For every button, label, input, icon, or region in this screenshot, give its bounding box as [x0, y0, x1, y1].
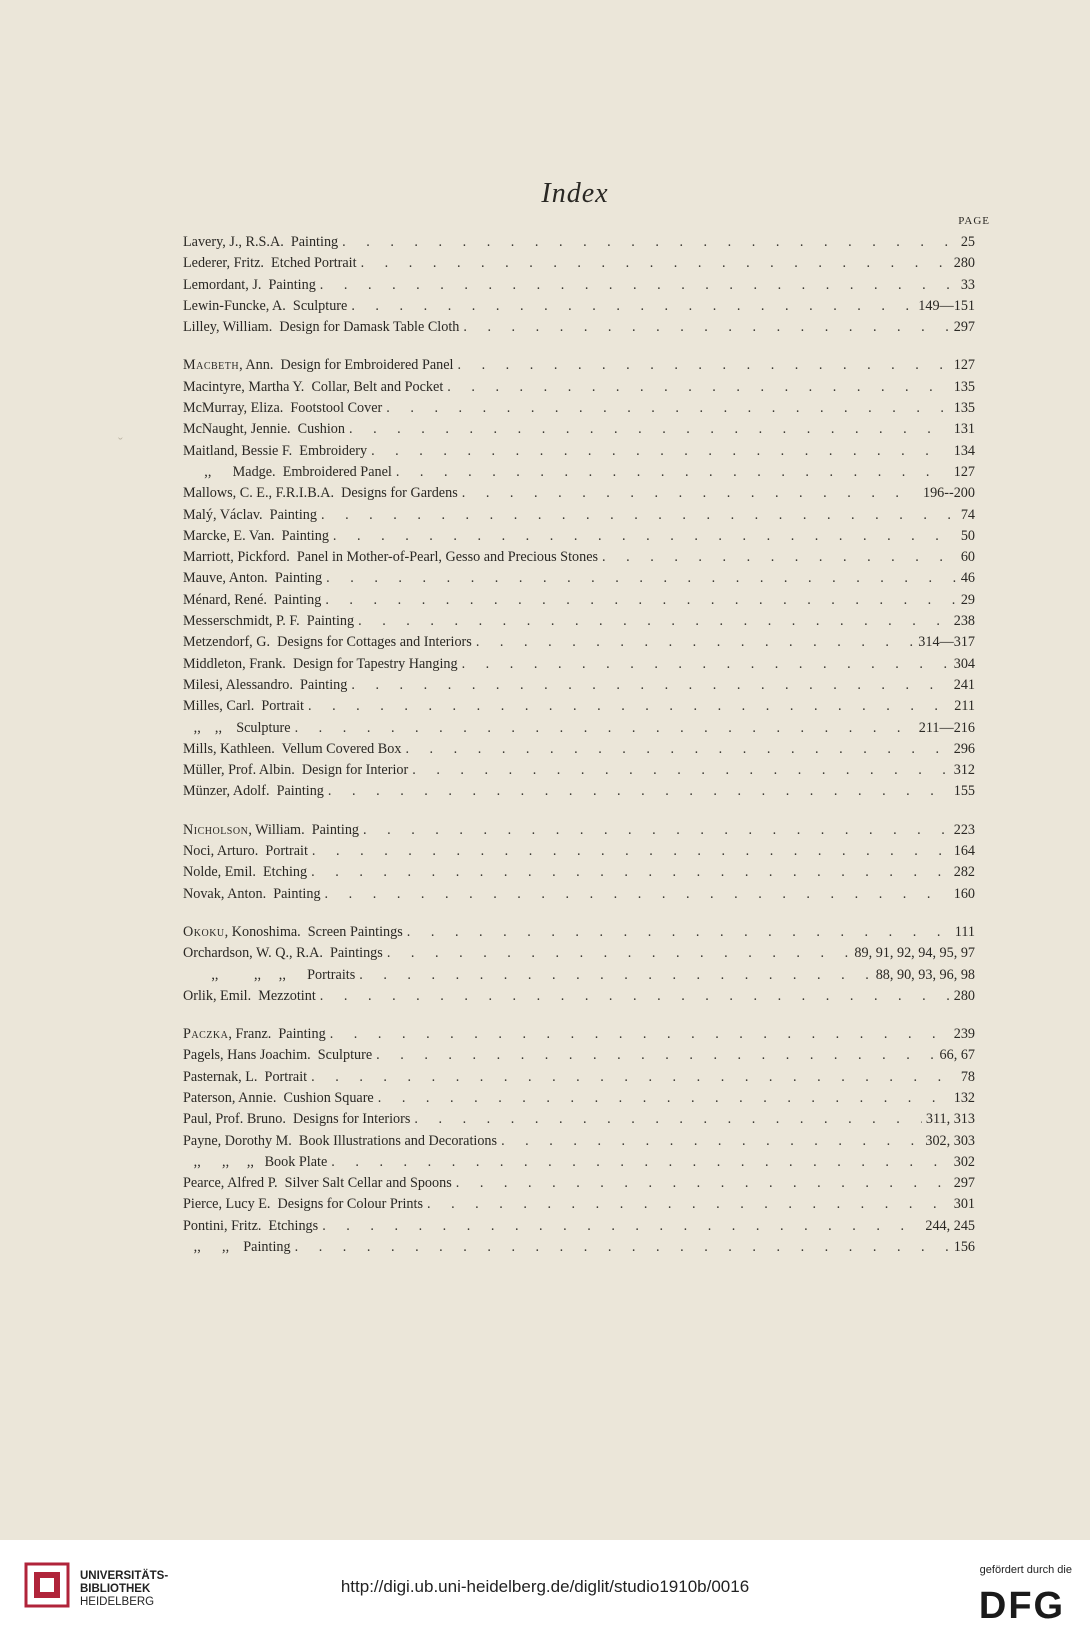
index-entry [183, 1024, 975, 1045]
entry-pages: 238 [953, 613, 975, 630]
index-entry [183, 232, 975, 253]
dot-leader [412, 760, 950, 781]
entry-name [183, 547, 598, 568]
index-entry [183, 841, 975, 862]
dot-leader [311, 862, 950, 883]
dot-leader [427, 1194, 950, 1215]
index-entry [183, 462, 975, 483]
entry-text: , William. Painting [248, 821, 360, 838]
entry-pages: 239 [953, 1026, 975, 1043]
dot-leader [331, 1152, 949, 1173]
entry-pages: 33 [960, 276, 975, 293]
entry-text: Paul, Prof. Bruno. Designs for Interiors [183, 1111, 411, 1128]
entry-pages: 296 [953, 740, 975, 757]
dot-leader [322, 1216, 921, 1237]
entry-name [183, 654, 458, 675]
index-entry [183, 590, 975, 611]
entry-pages: 25 [960, 234, 975, 250]
index-entry [183, 1152, 975, 1173]
dot-leader [463, 317, 949, 338]
dot-leader [330, 1024, 950, 1045]
entry-text: Messerschmidt, P. F. Painting [183, 613, 355, 630]
page-title: Index [541, 178, 609, 209]
index-entry [183, 317, 975, 338]
entry-text: McNaught, Jennie. Cushion [183, 421, 345, 438]
index-entry [183, 275, 975, 296]
dot-leader [414, 1109, 921, 1130]
permalink[interactable]: http://digi.ub.uni-heidelberg.de/diglit/studio1910b/0016 [340, 1577, 750, 1596]
entry-pages: 297 [953, 319, 975, 336]
entry-name [183, 611, 354, 632]
entry-text: Mallows, C. E., F.R.I.B.A. Designs for Gardens [183, 485, 458, 502]
entry-text: Marriott, Pickford. Panel in Mother-of-Pearl, Gesso and Precious Stones [183, 549, 599, 566]
entry-name [183, 441, 367, 462]
dot-leader [405, 739, 949, 760]
entry-surname-smallcaps: Paczka [183, 1026, 229, 1043]
entry-name [183, 505, 317, 526]
entry-name [183, 862, 307, 883]
dot-leader [328, 781, 950, 802]
entry-name [183, 317, 459, 338]
entry-name [183, 568, 322, 589]
entry-name [183, 296, 347, 317]
index-entry [183, 654, 975, 675]
entry-text: Paterson, Annie. Cushion Square [183, 1089, 374, 1106]
entry-name [183, 1194, 423, 1215]
entry-pages: 301 [953, 1196, 975, 1213]
entry-pages: 66, 67 [939, 1047, 975, 1064]
entry-text: Marcke, E. Van. Painting [183, 527, 329, 544]
entry-pages: 241 [953, 676, 975, 693]
entry-text: Novak, Anton. Painting [183, 885, 321, 902]
index-entry [183, 675, 975, 696]
entry-name [183, 1173, 452, 1194]
dot-leader [326, 568, 957, 589]
index-group [183, 232, 975, 338]
entry-text: Pagels, Hans Joachim. Sculpture [183, 1047, 373, 1064]
dot-leader [378, 1088, 950, 1109]
entry-text: Orlik, Emil. Mezzotint [183, 987, 316, 1004]
entry-text: ,, ,, Painting [183, 1239, 291, 1256]
entry-pages: 132 [953, 1089, 975, 1106]
entry-name [183, 483, 458, 504]
dot-leader [476, 632, 914, 653]
index-entry [183, 820, 975, 841]
entry-text: Lavery, J., R.S.A. Painting [183, 234, 339, 250]
entry-text: Lederer, Fritz. Etched Portrait [183, 255, 357, 272]
index-entry [183, 965, 975, 986]
entry-name [183, 462, 392, 483]
index-group [183, 1024, 975, 1258]
dot-leader [501, 1131, 921, 1152]
index-entry [183, 760, 975, 781]
dot-leader [359, 965, 871, 986]
index-entry [183, 1088, 975, 1109]
index-entry [183, 483, 975, 504]
index-entry [183, 696, 975, 717]
entry-text: ,, ,, ,, Portraits [183, 966, 356, 983]
entry-name [183, 1109, 410, 1130]
entry-text: , Konoshima. Screen Paintings [224, 923, 403, 940]
entry-text: Mauve, Anton. Painting [183, 570, 323, 587]
entry-text: Müller, Prof. Albin. Design for Interior [183, 762, 409, 779]
index-entry [183, 1237, 975, 1258]
entry-text: Münzer, Adolf. Painting [183, 783, 324, 800]
index-entry [183, 986, 975, 1007]
entry-text: Pasternak, L. Portrait [183, 1068, 308, 1085]
index-entry [183, 441, 975, 462]
entry-name [183, 1067, 307, 1088]
digitization-footer [0, 1540, 1090, 1636]
dot-leader [462, 654, 950, 675]
dot-leader [325, 884, 950, 905]
entry-name [183, 1152, 327, 1173]
index-entry [183, 718, 975, 739]
dot-leader [462, 483, 919, 504]
library-name-line: HEIDELBERG [80, 1596, 155, 1608]
entry-name [183, 943, 383, 964]
entry-name [183, 1088, 374, 1109]
entry-pages: 60 [960, 549, 975, 566]
entry-surname-smallcaps: Macbeth [183, 357, 240, 374]
entry-name [183, 1045, 372, 1066]
entry-text: Lemordant, J. Painting [183, 276, 316, 293]
dot-leader [447, 377, 949, 398]
entry-pages: 302, 303 [925, 1132, 975, 1149]
dot-leader [396, 462, 950, 483]
entry-pages: 164 [953, 843, 975, 860]
funding-note: gefördert durch die [979, 1564, 1072, 1576]
entry-text: Middleton, Frank. Design for Tapestry Hanging [183, 655, 458, 672]
entry-name [183, 253, 357, 274]
entry-name [183, 1216, 318, 1237]
dot-leader [376, 1045, 935, 1066]
index-entry [183, 739, 975, 760]
dot-leader [358, 611, 950, 632]
library-name-line: UNIVERSITÄTS- [80, 1570, 169, 1582]
dot-leader [351, 296, 914, 317]
index-entry [183, 632, 975, 653]
entry-pages: 111 [954, 923, 975, 940]
entry-name [183, 1024, 326, 1045]
entry-name [183, 1237, 291, 1258]
entry-name [183, 377, 443, 398]
entry-pages: 88, 90, 93, 96, 98 [875, 966, 975, 983]
entry-text: Malý, Václav. Painting [183, 506, 317, 523]
entry-pages: 314—317 [918, 634, 975, 651]
entry-text: Nolde, Emil. Etching [183, 864, 308, 881]
dot-leader [363, 820, 950, 841]
entry-text: ,, Madge. Embroidered Panel [183, 463, 392, 480]
entry-name [183, 986, 316, 1007]
dot-leader [371, 441, 950, 462]
index-entry [183, 253, 975, 274]
entry-name [183, 398, 382, 419]
entry-text: Payne, Dorothy M. Book Illustrations and Decorations [183, 1132, 498, 1149]
index-entry [183, 505, 975, 526]
entry-pages: 160 [953, 885, 975, 902]
entry-pages: 211 [954, 698, 975, 715]
entry-text: Maitland, Bessie F. Embroidery [183, 442, 368, 459]
entry-name [183, 922, 403, 943]
dot-leader [342, 232, 957, 253]
index-entry [183, 296, 975, 317]
index-entry [183, 355, 975, 376]
entry-name [183, 965, 355, 986]
index-group [183, 922, 975, 1007]
entry-text: ,, ,, Sculpture [183, 719, 291, 736]
entry-pages: 46 [960, 570, 975, 587]
dot-leader [295, 1237, 950, 1258]
entry-pages: 211—216 [918, 719, 975, 736]
entry-name [183, 820, 359, 841]
entry-name [183, 526, 329, 547]
index-entry [183, 862, 975, 883]
entry-name [183, 760, 408, 781]
entry-pages: 89, 91, 92, 94, 95, 97 [854, 945, 975, 962]
dot-leader [333, 526, 957, 547]
entry-name [183, 275, 316, 296]
entry-name [183, 841, 308, 862]
entry-pages: 155 [953, 783, 975, 800]
entry-surname-smallcaps: Nicholson [183, 821, 249, 838]
entry-text: Pierce, Lucy E. Designs for Colour Prints [183, 1196, 423, 1213]
page-column-heading: PAGE [958, 215, 990, 227]
index-entry [183, 884, 975, 905]
entry-name [183, 696, 304, 717]
index-entry [183, 547, 975, 568]
entry-text: Mills, Kathleen. Vellum Covered Box [183, 740, 402, 757]
dot-leader [321, 505, 957, 526]
entry-pages: 196--200 [922, 485, 975, 502]
index-entry [183, 419, 975, 440]
entry-name [183, 232, 338, 253]
dfg-logo-icon [970, 1584, 1074, 1624]
index-entry [183, 1045, 975, 1066]
entry-name [183, 1131, 497, 1152]
entry-name [183, 355, 453, 376]
entry-surname-smallcaps: Okoku [183, 923, 225, 940]
entry-name [183, 632, 472, 653]
dot-leader [308, 696, 950, 717]
entry-text: Metzendorf, G. Designs for Cottages and Interiors [183, 634, 472, 651]
entry-pages: 78 [960, 1068, 975, 1085]
entry-text: Macintyre, Martha Y. Collar, Belt and Pocket [183, 378, 444, 395]
dot-leader [312, 841, 950, 862]
entry-text: Lilley, William. Design for Damask Table Cloth [183, 319, 460, 336]
entry-name [183, 718, 291, 739]
index-entry [183, 568, 975, 589]
entry-name [183, 675, 347, 696]
dot-leader [351, 675, 949, 696]
entry-pages: 282 [953, 864, 975, 881]
dot-leader [407, 922, 951, 943]
entry-text: Milles, Carl. Portrait [183, 698, 304, 715]
dfg-logo-text: DFG [978, 1585, 1066, 1624]
index-entry [183, 943, 975, 964]
entry-pages: 311, 313 [925, 1111, 975, 1128]
entry-pages: 134 [953, 442, 975, 459]
dot-leader [320, 986, 950, 1007]
dot-leader [387, 943, 851, 964]
entry-text: Lewin-Funcke, A. Sculpture [183, 297, 348, 314]
dot-leader [386, 398, 949, 419]
index-list [183, 232, 975, 1275]
index-entry [183, 611, 975, 632]
dot-leader [325, 590, 957, 611]
entry-text: , Franz. Painting [228, 1026, 326, 1043]
entry-text: Milesi, Alessandro. Painting [183, 676, 348, 693]
entry-pages: 135 [953, 400, 975, 417]
entry-pages: 29 [960, 591, 975, 608]
entry-text: Orchardson, W. Q., R.A. Paintings [183, 945, 383, 962]
entry-pages: 131 [953, 421, 975, 438]
dot-leader [295, 718, 915, 739]
entry-pages: 156 [953, 1239, 975, 1256]
index-entry [183, 526, 975, 547]
entry-name [183, 884, 321, 905]
entry-pages: 127 [953, 357, 975, 374]
entry-pages: 297 [953, 1175, 975, 1192]
dot-leader [457, 355, 949, 376]
entry-pages: 302 [953, 1153, 975, 1170]
entry-text: Ménard, René. Painting [183, 591, 322, 608]
entry-text: ,, ,, ,, Book Plate [183, 1153, 328, 1170]
index-entry [183, 1216, 975, 1237]
entry-pages: 304 [953, 655, 975, 672]
entry-text: , Ann. Design for Embroidered Panel [239, 357, 454, 374]
index-entry [183, 1131, 975, 1152]
entry-pages: 280 [953, 255, 975, 272]
index-entry [183, 781, 975, 802]
index-group [183, 355, 975, 802]
index-entry [183, 922, 975, 943]
index-entry [183, 1109, 975, 1130]
index-group [183, 820, 975, 905]
dot-leader [456, 1173, 950, 1194]
entry-pages: 223 [953, 821, 975, 838]
entry-text: Pearce, Alfred P. Silver Salt Cellar and Spoons [183, 1175, 452, 1192]
entry-pages: 280 [953, 987, 975, 1004]
entry-pages: 127 [953, 463, 975, 480]
dot-leader [311, 1067, 957, 1088]
entry-pages: 74 [960, 506, 975, 523]
entry-text: Noci, Arturo. Portrait [183, 843, 308, 860]
entry-name [183, 781, 324, 802]
entry-pages: 312 [953, 762, 975, 779]
dot-leader [349, 419, 950, 440]
index-entry [183, 398, 975, 419]
entry-text: Pontini, Fritz. Etchings [183, 1217, 319, 1234]
entry-name [183, 419, 345, 440]
entry-name [183, 739, 401, 760]
entry-pages: 50 [960, 527, 975, 544]
library-name-line: BIBLIOTHEK [80, 1583, 151, 1595]
dot-leader [320, 275, 957, 296]
dot-leader [361, 253, 950, 274]
index-entry [183, 1173, 975, 1194]
entry-name [183, 590, 321, 611]
index-entry [183, 1194, 975, 1215]
index-entry [183, 377, 975, 398]
entry-pages: 135 [953, 378, 975, 395]
entry-pages: 244, 245 [925, 1217, 975, 1234]
entry-pages: 149—151 [918, 297, 975, 314]
entry-text: McMurray, Eliza. Footstool Cover [183, 400, 383, 417]
index-entry [183, 1067, 975, 1088]
dot-leader [602, 547, 957, 568]
margin-speck: ˇ [118, 436, 123, 451]
